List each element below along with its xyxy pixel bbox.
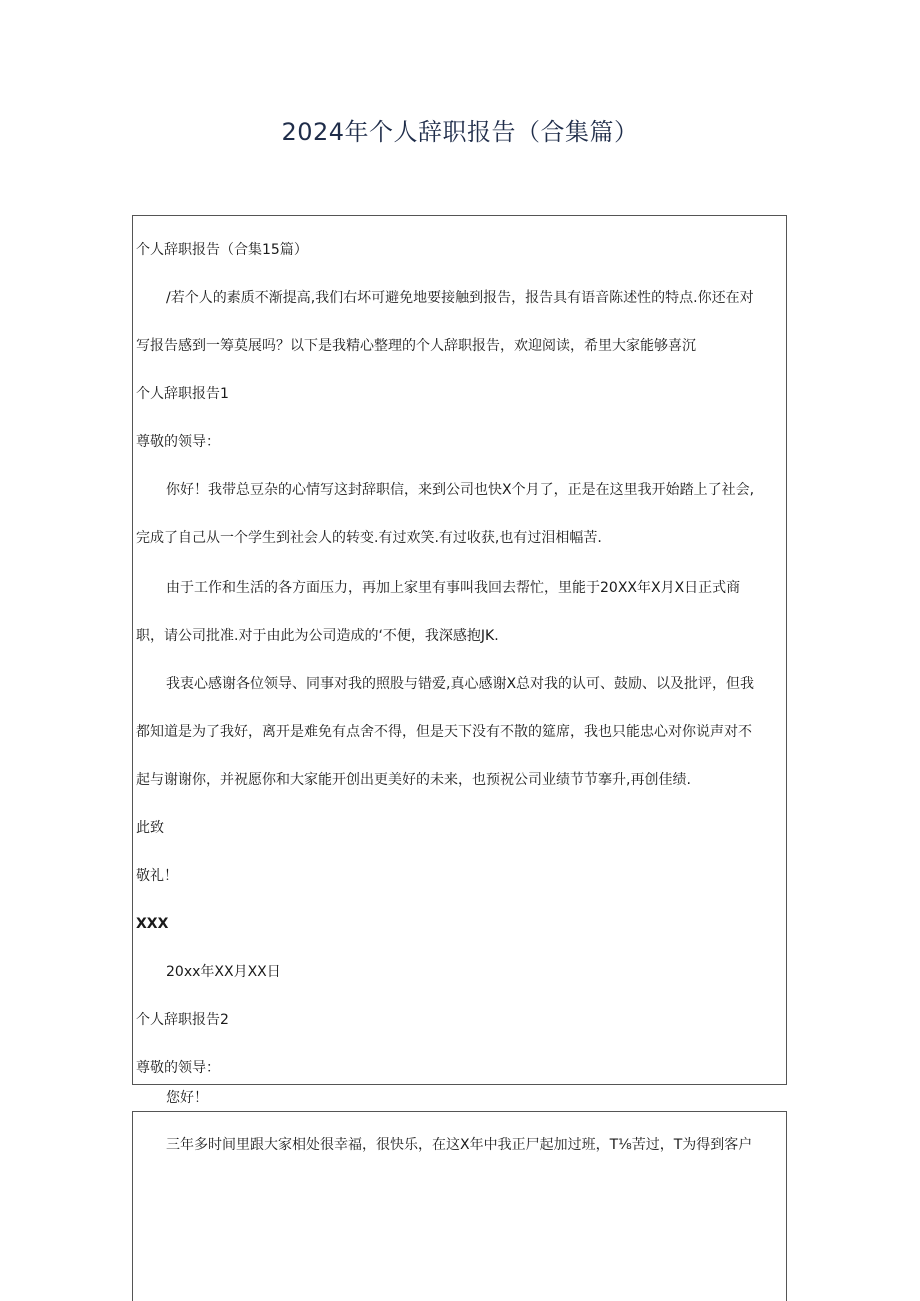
signature-name: XXX	[136, 916, 169, 932]
paragraph-line: 职，请公司批准.对于由此为公司造成的‘不便，我深感抱JK.	[136, 628, 499, 644]
paragraph-line: 写报告感到一筹莫展吗？以下是我精心整理的个人辞职报告，欢迎阅读，希里大家能够喜沉	[136, 338, 696, 354]
salutation: 尊敬的领导：	[136, 434, 220, 450]
greeting-line: 您好！	[166, 1090, 208, 1106]
paragraph-line: 都知道是为了我好，离开是难免有点舍不得，但是天下没有不散的筵席，我也只能忠心对你说声对不	[136, 724, 752, 740]
paragraph-line: 你好！我带总豆杂的心情写这封辞职信，来到公司也快X个月了，正是在这里我开始踏上了社会,	[166, 482, 755, 498]
paragraph-line: 完成了自己从一个学生到社会人的转变.有过欢笑.有过收获,也有过泪相幅苦.	[136, 530, 602, 546]
paragraph-line: 起与谢谢你，并祝愿你和大家能开创出更美好的未来，也预祝公司业绩节节搴升,再创佳绩.	[136, 772, 691, 788]
section-heading: 个人辞职报告（合集15篇）	[136, 242, 308, 258]
closing-line: 此致	[136, 820, 164, 836]
paragraph-line: 三年多时间里跟大家相处很幸福，很快乐，在这X年中我正尸起加过班，T⅛苦过，T为得到客户	[166, 1137, 753, 1153]
paragraph-line: 我衷心感谢各位领导、同事对我的照股与错爱,真心感谢X总对我的认可、鼓励、以及批评，但我	[166, 676, 755, 692]
document-title: 2024年个人辞职报告（合集篇）	[281, 118, 639, 146]
section-heading: 个人辞职报告2	[136, 1012, 229, 1028]
section-heading: 个人辞职报告1	[136, 386, 229, 402]
signature-date: 20xx年XX月XX日	[166, 964, 281, 980]
closing-line: 敬礼！	[136, 868, 178, 884]
paragraph-line: 由于工作和生活的各方面压力，再加上家里有事叫我回去帮忙，里能于20XX年X月X日正式商	[166, 580, 741, 596]
paragraph-line: /若个人的素质不渐提高,我们右坏可避免地要接触到报告，报告具有语音陈述性的特点.你还在对	[166, 290, 754, 306]
salutation: 尊敬的领导：	[136, 1060, 220, 1076]
